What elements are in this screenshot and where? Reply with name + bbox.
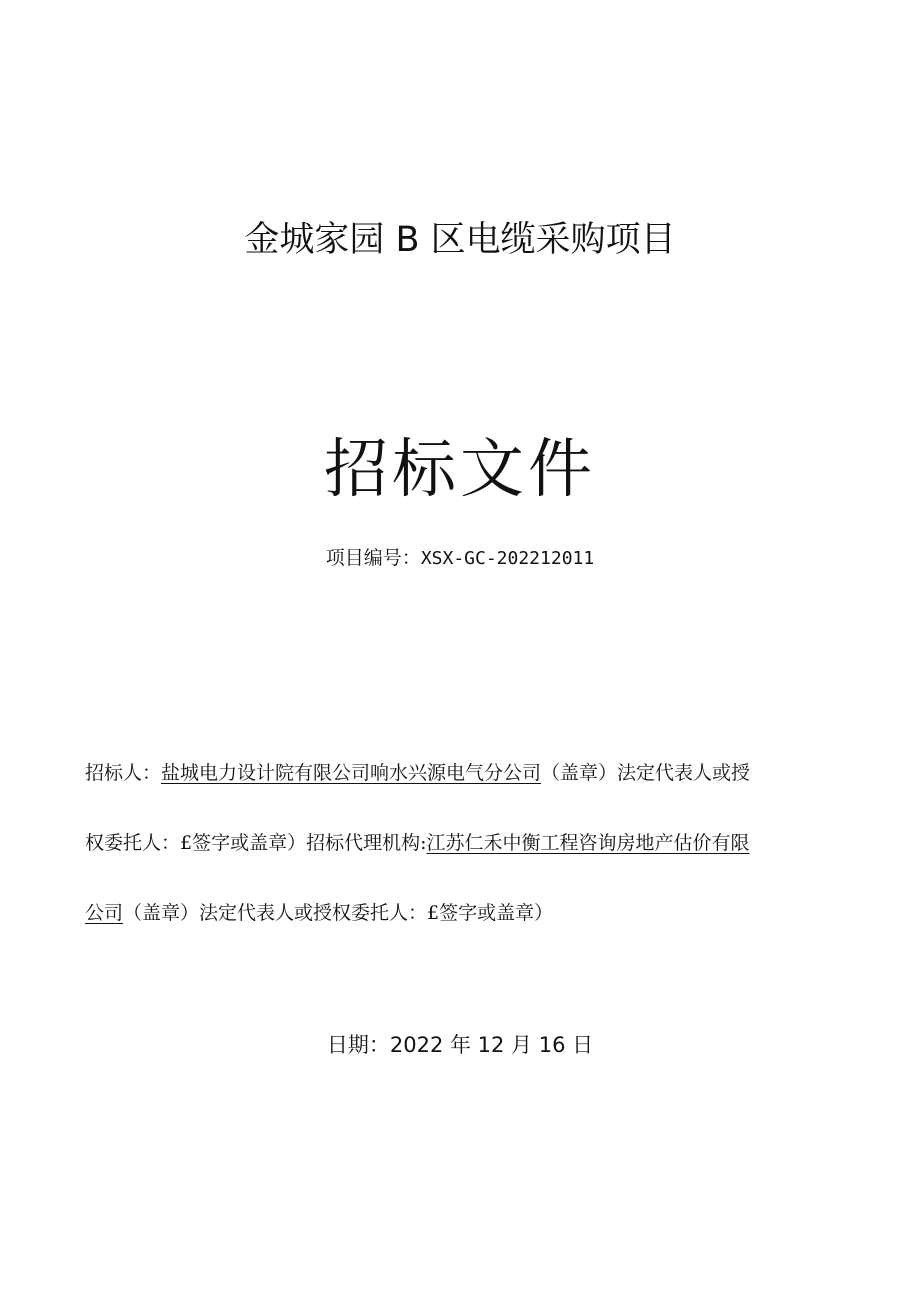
parties-block	[85, 738, 845, 948]
tenderer-label: 招标人：	[85, 762, 162, 784]
tenderer-seal-note: （盖章）法定代表人或授	[541, 762, 751, 784]
project-number-label: 项目编号：	[325, 547, 421, 569]
agency-label: 权委托人：£签字或盖章）招标代理机构:	[85, 832, 427, 854]
parties-line-3	[85, 878, 845, 948]
parties-line-1	[85, 738, 845, 808]
date-value: 2022 年 12 月 16 日	[389, 1033, 594, 1057]
date-label: 日期：	[326, 1033, 390, 1057]
agency-name-part2: 公司	[85, 902, 124, 924]
agency-name-part1: 江苏仁禾中衡工程咨询房地产估价有限	[426, 832, 750, 854]
document-title: 招标文件	[324, 433, 596, 507]
parties-line-2	[85, 808, 845, 878]
agency-seal-note: （盖章）法定代表人或授权委托人：£签字或盖章）	[123, 902, 554, 924]
project-number	[0, 544, 920, 573]
tenderer-name: 盐城电力设计院有限公司响水兴源电气分公司	[161, 762, 542, 784]
project-number-value: XSX-GC-202212011	[420, 548, 595, 569]
project-title: 金城家园 B 区电缆采购项目	[244, 220, 676, 260]
date-line	[0, 1030, 920, 1060]
